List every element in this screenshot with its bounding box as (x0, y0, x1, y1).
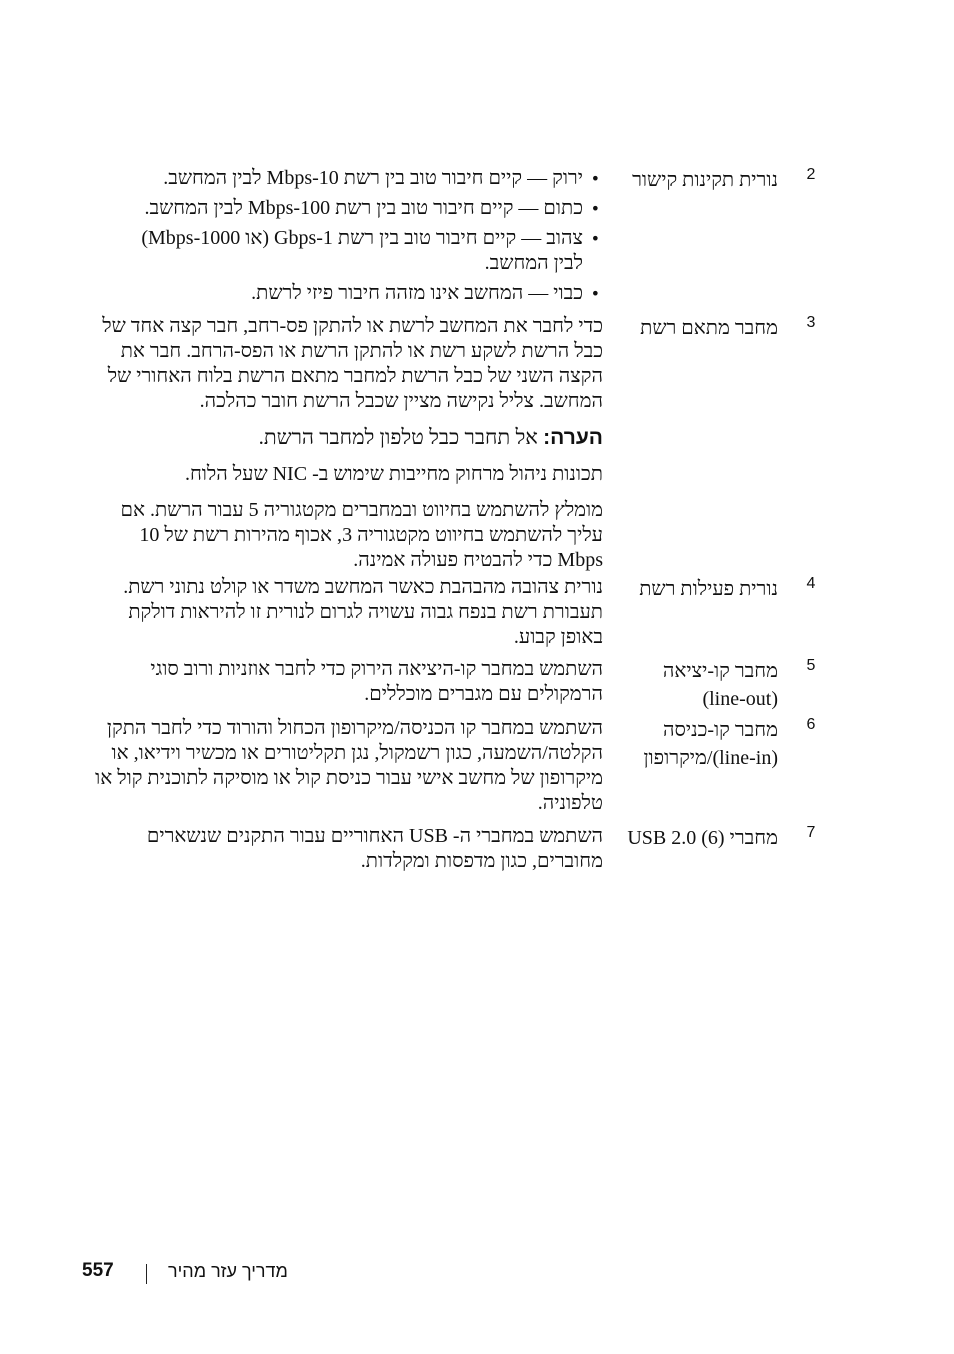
note-label: הערה: (543, 426, 603, 449)
paragraph: תכונות ניהול מרחוק מחייבות שימוש ב- NIC שעל הלוח. (184, 463, 603, 485)
list-item: • צהוב — קיים חיבור טוב בין רשת 1-Gbps (או 1000-Mbps) לבין המחשב. (141, 227, 600, 274)
bullet-icon: • (590, 169, 600, 188)
footer-title: מדריך עזר מהיר (168, 1261, 288, 1281)
note (95, 425, 603, 450)
row-description: השתמש במחבר קו-היציאה הירוק כדי לחבר אוזניות ורוב סוגי הרמקולים עם מגברים מוכללים. (150, 658, 603, 705)
footer-divider (146, 1264, 147, 1284)
row-label: מחבר מתאם רשת (640, 317, 778, 339)
row-description (95, 166, 603, 311)
row-number: 4 (806, 575, 816, 592)
list-item: • ירוק — קיים חיבור טוב בין רשת 10-Mbps לבין המחשב. (163, 167, 600, 189)
bullet-icon: • (590, 199, 600, 218)
row-number: 6 (806, 716, 816, 733)
bullet-icon: • (590, 229, 600, 248)
row-description (95, 314, 603, 584)
row-label: מחבר קו-יציאה (line-out) (662, 660, 778, 710)
row-label: מחברי USB 2.0 (6) (627, 827, 778, 849)
page-number: 557 (82, 1260, 114, 1281)
paragraph: כדי לחבר את המחשב לרשת או להתקן פס-רחב, חבר קצה אחד של כבל הרשת לשקע רשת או להתקן הרשת או הפס-הרחב. חבר את הקצה השני של כבל הרשת למחבר מתאם הרשת בלוח האחורי של המחשב. צליל נקישה מציין שכבל הרשת חובר כהלכה. (102, 315, 603, 412)
note-text: אל תחבר כבל טלפון למחבר הרשת. (258, 425, 538, 449)
status-list (95, 166, 603, 306)
row-label: נורית תקינות קישור (632, 169, 778, 191)
row-description: השתמש במחבר קו הכניסה/מיקרופון הכחול והורוד כדי לחבר התקן הקלטה/השמעה, כגון רשמקול, נגן תקליטורים או מכשיר וידיאו, או מיקרופון של מחשב אישי עבור כניסת קול או מוסיקה לתוכנית קול או טלפוניה. (95, 717, 603, 814)
row-description: נורית צהובה מהבהבת כאשר המחשב משדר או קולט נתוני רשת. תעבורת רשת בנפח גבוה עשויה לגרום לנורית זו להיראות דולקת באופן קבוע. (123, 576, 603, 648)
bullet-icon: • (590, 284, 600, 303)
row-number: 5 (806, 657, 816, 674)
list-item: • כתום — קיים חיבור טוב בין רשת 100-Mbps לבין המחשב. (144, 197, 600, 219)
page-footer (70, 1260, 310, 1288)
list-item: • כבוי — המחשב אינו מזהה חיבור פיזי לרשת. (251, 282, 600, 304)
row-number: 3 (806, 314, 816, 331)
row-description: השתמש במחברי ה- USB האחוריים עבור התקנים שנשארים מחוברים, כגון מדפסות ומקלדות. (146, 825, 603, 872)
row-number: 7 (806, 824, 816, 841)
row-number: 2 (806, 166, 816, 183)
row-label: מחבר קו-כניסה (line-in)/מיקרופון (643, 719, 778, 769)
row-label: נורית פעילות רשת (639, 578, 778, 600)
paragraph: מומלץ להשתמש בחיווט ובמחברים מקטגוריה 5 עבור הרשת. אם עליך להשתמש בחיווט מקטגוריה 3, אכוף מהירות רשת של 10 Mbps כדי להבטיח פעולה אמינה. (120, 499, 603, 571)
